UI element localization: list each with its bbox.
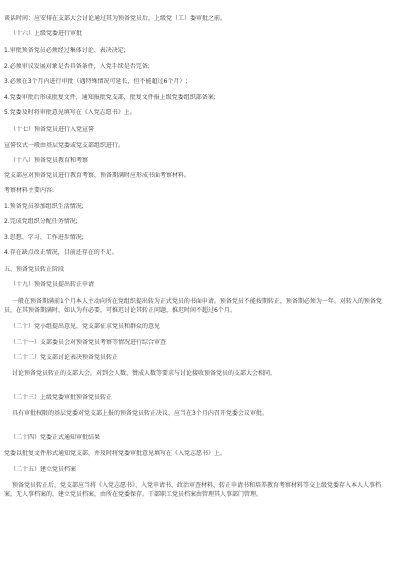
section-21-heading: （二十一）支部委员会对预备党员考察等情况进行综合审查 [10, 339, 167, 346]
item-16-1: 1.审批预备党员必须经过集体讨论、表决决定; [4, 47, 126, 54]
section-25-text: 预备党员转正后，党支部应当将《入党志愿书》、入党申请书、政治审查材料、转正申请书和培养教育考察材料等交上级党委存入本人人事档案。无人事档案的，建立党员档案，由所在党委保存。干部职工党员档案由管理其人事部门管理。 [4, 482, 382, 498]
section-22-heading: （二十二）党支部讨论表决预备党员转正 [10, 354, 119, 361]
section-25-heading: （二十五）建立党员档案 [10, 466, 77, 473]
section-16-heading: （十六）上级党委进行审批 [10, 30, 83, 37]
section-19-heading: （十九）预备党员提出转正申请 [10, 281, 95, 288]
material-item-3: 3.思想、学习、工作进步情况; [4, 234, 84, 241]
section-19-text: 一般在预备期满前1个月本人主动向所在党组织提出转为正式党员的书面申请。预备党员不能按期转正，预备期必须为一年。对转入的预备党员，在其预备期满时，如认为有必要，可推迟讨论其转正问题，推迟时间不超过6个月。 [4, 298, 382, 314]
item-16-4: 4.党委审批后形成批复文件，通知报批党支部，批复文件报上级党委组织部备案; [4, 94, 216, 101]
section-22-text: 讨论预备党员转正的支部大会，对到会人数、赞成人数等要求与讨论接收预备党员的支部大会相同。 [12, 370, 277, 377]
section-24-heading: （二十四）党委正式通知审批结果 [10, 434, 101, 441]
section-20-heading: （二十）党小组提出意见，党支部征求党员和群众的意见 [10, 323, 161, 330]
materials-heading: 考察材料主要内容: [4, 187, 55, 194]
section-24-text: 党委以批复文件形式通知党支部，并及时将党委审批意见填写在《入党志愿书》上。 [4, 450, 227, 457]
material-item-4: 4.存在缺点改正情况，目前还存在的不足。 [4, 249, 118, 256]
section-17-heading: （十七）预备党员进行入党宣誓 [10, 126, 95, 133]
interview-time-text: 谈话时间：应安排在支部大会讨论通过其为预备党员后，上级党（工）委审批之前。 [4, 15, 227, 22]
item-16-2: 2.必须审议发展对象是否具备条件，入党手续是否完备; [4, 63, 150, 70]
section-18-heading: （十八）预备党员教育和考察 [10, 157, 89, 164]
section-23-text: 具有审批权限的基层党委对党支部上报的预备党员转正决议，应当在3个月内召开党委会议审批。 [12, 410, 268, 417]
stage-5-heading: 五、预备党员转正阶段 [4, 266, 65, 273]
material-item-2: 2.完成党组织分配任务情况; [4, 218, 78, 225]
material-item-1: 1.预备党员参加组织生活情况; [4, 203, 84, 210]
section-23-heading: （二十三）上级党委审批预备党员转正 [10, 394, 113, 401]
oath-text: 宣誓仪式一般由基层党委或党支部组织进行。 [4, 142, 125, 149]
item-16-3: 3.必须在3个月内进行审批（遇特殊情况可延长，但不能超过6个月）; [4, 78, 188, 85]
item-16-5: 5.党委及时将审批意见填写在《入党志愿书》上。 [4, 109, 136, 116]
education-text: 党支部应对预备党员进行教育考察，预备期满时应形成书面考察材料。 [4, 172, 191, 179]
